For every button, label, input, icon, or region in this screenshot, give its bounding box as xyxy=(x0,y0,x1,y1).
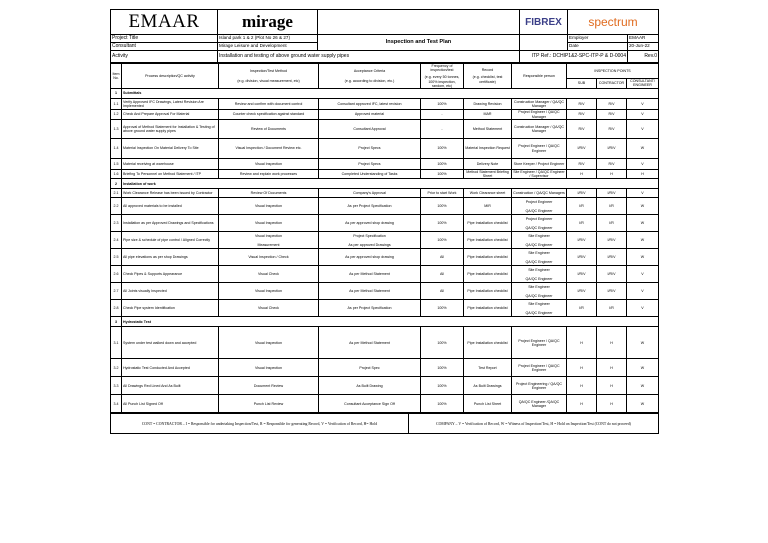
process-description: Check And Prepare Approval For Material xyxy=(122,110,219,120)
inspection-consultant: W xyxy=(627,198,659,215)
item-number: 3.3 xyxy=(111,377,122,395)
responsible-person: Project Engineer / QA/QC Engineer xyxy=(512,327,567,359)
frequency: 100% xyxy=(421,300,464,317)
inspection-contractor: I/R/V xyxy=(597,232,627,249)
blank-cell xyxy=(520,35,568,51)
section-title: Submittals xyxy=(122,89,659,99)
inspection-consultant: V xyxy=(627,283,659,300)
inspection-contractor: I/R/V xyxy=(597,283,627,300)
line-1: Project Specification xyxy=(353,233,386,238)
frequency: All xyxy=(421,283,464,300)
process-description: Check Pipes & Supports Appearance xyxy=(122,266,219,283)
frequency: 100% xyxy=(421,170,464,179)
process-description: All Joints visually Inspected xyxy=(122,283,219,300)
acceptance-criteria: Consultant approved IFC, latest revision xyxy=(319,99,421,110)
inspection-method: Counter check specification against standard xyxy=(219,110,319,120)
inspection-sub: I/R/V xyxy=(567,266,597,283)
line-1: Site Engineer xyxy=(528,250,550,255)
item-number: 1.1 xyxy=(111,99,122,110)
mirage-logo: mirage xyxy=(218,10,318,35)
record: Method Statement xyxy=(464,120,512,139)
acceptance-criteria: As per Project Specification xyxy=(319,300,421,317)
responsible-person: Construction Manager / QA/QC Manager xyxy=(512,99,567,110)
inspection-contractor: I/R/V xyxy=(597,249,627,266)
acceptance-criteria: Consultant Acceptance Sign Off xyxy=(319,395,421,413)
process-description: Material Inspection On Material Delivery To Site xyxy=(122,139,219,159)
responsible-person: Site Engineer / QA/QC Engineer / Supervisor xyxy=(513,170,565,179)
inspection-contractor: R/V xyxy=(597,159,627,170)
inspection-sub: H xyxy=(567,170,597,179)
process-description: Installation as per Approved Drawings and Specifications xyxy=(122,215,219,232)
line-1: Visual Inspection xyxy=(254,233,283,238)
responsible-person: Project Engineer / QA/QC Manager xyxy=(512,110,567,120)
footer-legend-contractor: CONT = CONTRACTOR – I = Responsible for undertaking Inspection/Test, R = Responsible for generating Record, V = Verification of Record, H= Hold xyxy=(111,414,409,434)
itp-table xyxy=(110,63,659,413)
itp-body xyxy=(111,89,659,413)
inspection-sub: I/R xyxy=(567,300,597,317)
table-row xyxy=(111,359,659,377)
table-row xyxy=(111,99,659,110)
line-2: QA/QC Engineer xyxy=(525,276,553,281)
inspection-sub: H xyxy=(567,395,597,413)
frequency: - xyxy=(421,110,464,120)
frequency: All xyxy=(421,266,464,283)
inspection-method: Visual Inspection xyxy=(219,359,319,377)
project-title-label: Project Title xyxy=(111,35,218,43)
frequency: 100% xyxy=(421,377,464,395)
inspection-sub: H xyxy=(567,327,597,359)
frequency: 100% xyxy=(421,215,464,232)
process-description: All Punch List Signed Off xyxy=(122,395,219,413)
acceptance-criteria: As per approved shop drawing xyxy=(319,215,421,232)
inspection-consultant: W xyxy=(627,249,659,266)
inspection-sub: I/R/V xyxy=(567,249,597,266)
record: Pipe Installation checklist xyxy=(464,215,512,232)
responsible-person: Project Engineering / QA/QC Engineer xyxy=(512,377,567,395)
table-row xyxy=(111,215,659,232)
revision: Rev.0 xyxy=(628,51,659,63)
item-number: 2.6 xyxy=(111,266,122,283)
table-row xyxy=(111,395,659,413)
inspection-sub: R/V xyxy=(567,110,597,120)
responsible-person: Project Engineer / QA/QC Engineer xyxy=(512,359,567,377)
frequency: 100% xyxy=(421,139,464,159)
record: Punch List Sheet xyxy=(464,395,512,413)
inspection-contractor: I/R xyxy=(597,300,627,317)
inspection-consultant: V xyxy=(627,110,659,120)
section-title: Hydrostatic Test xyxy=(122,317,659,327)
inspection-consultant: W xyxy=(627,377,659,395)
acceptance-criteria: Project Spec xyxy=(319,359,421,377)
record: Pipe Installation checklist xyxy=(464,283,512,300)
inspection-contractor: I/R/V xyxy=(597,139,627,159)
record: Pipe Installation checklist xyxy=(464,266,512,283)
record: MAR xyxy=(464,110,512,120)
line-2: QA/QC Engineer xyxy=(525,225,553,230)
line-2: QA/QC Engineer xyxy=(525,259,553,264)
item-number: 2.1 xyxy=(111,189,122,198)
inspection-contractor: H xyxy=(597,327,627,359)
frequency: - xyxy=(421,120,464,139)
acceptance-criteria: Project Specs xyxy=(319,139,421,159)
responsible-person xyxy=(512,198,567,215)
inspection-method: Visual Inspection xyxy=(219,198,319,215)
process-description: Check Pipe system Identification xyxy=(122,300,219,317)
inspection-consultant: H xyxy=(627,170,659,179)
inspection-consultant: W xyxy=(627,327,659,359)
inspection-sub: I/R xyxy=(567,198,597,215)
item-number: 1.6 xyxy=(111,170,122,179)
inspection-consultant: W xyxy=(627,359,659,377)
acceptance-criteria: As per Project Specification xyxy=(319,198,421,215)
frequency: 100% xyxy=(421,198,464,215)
frequency: 100% xyxy=(421,99,464,110)
inspection-method: Review and confirm with document control xyxy=(219,99,319,110)
blank-header-cell xyxy=(318,10,520,35)
record: Drawing Revision xyxy=(464,99,512,110)
inspection-method: Review Of Documents xyxy=(219,189,319,198)
table-row xyxy=(111,139,659,159)
inspection-method: Visual Inspection xyxy=(219,159,319,170)
inspection-sub: R/V xyxy=(567,159,597,170)
activity-label: Activity xyxy=(111,51,218,63)
record: Method Statement Briefing Sheet xyxy=(464,170,512,179)
table-row xyxy=(111,266,659,283)
inspection-contractor: H xyxy=(597,377,627,395)
inspection-consultant: W xyxy=(627,139,659,159)
footer-legend-company: COMPANY – V = Verification of Record, W = Witness of Inspection/Test, H = Hold on Inspection/Test (CONT do not proceed) xyxy=(409,414,659,434)
item-number: 1.2 xyxy=(111,110,122,120)
item-number: 1.4 xyxy=(111,139,122,159)
acceptance-criteria: Consultant Approval xyxy=(319,120,421,139)
table-row xyxy=(111,249,659,266)
section-row xyxy=(111,317,659,327)
line-1: Project Engineer xyxy=(525,199,553,204)
acceptance-criteria: Company's Approval xyxy=(319,189,421,198)
inspection-consultant: W xyxy=(627,232,659,249)
record: Pipe Installation checklist xyxy=(464,249,512,266)
item-number: 2.8 xyxy=(111,300,122,317)
employer-value: EMAAR xyxy=(628,35,659,43)
inspection-contractor: R/V xyxy=(597,120,627,139)
frequency: Prior to start Work xyxy=(421,189,464,198)
item-number: 2.5 xyxy=(111,249,122,266)
section-number: 1 xyxy=(111,89,122,99)
frequency: 100% xyxy=(421,159,464,170)
frequency: 100% xyxy=(421,327,464,359)
inspection-method: Review of Documents xyxy=(219,120,319,139)
section-title: Installation of work xyxy=(122,179,659,189)
acceptance-criteria: As per approved shop drawing xyxy=(319,249,421,266)
line-1: Project Engineer xyxy=(525,216,553,221)
acceptance-criteria: As per Method Statement xyxy=(319,266,421,283)
item-number: 3.1 xyxy=(111,327,122,359)
acceptance-criteria: As per Method Statement xyxy=(319,327,421,359)
process-description: All approved materials to be installed xyxy=(122,198,219,215)
table-row xyxy=(111,198,659,215)
section-row xyxy=(111,89,659,99)
inspection-contractor: H xyxy=(597,359,627,377)
line-1: Site Engineer xyxy=(528,233,550,238)
activity-value: Installation and testing of above ground water supply pipes xyxy=(218,51,520,63)
inspection-consultant: V xyxy=(627,300,659,317)
acceptance-criteria: Project Specs xyxy=(319,159,421,170)
table-row xyxy=(111,189,659,198)
frequency: All xyxy=(421,249,464,266)
col-process: Process description/QC activity xyxy=(122,64,219,89)
spectrum-logo: spectrum xyxy=(568,10,659,35)
frequency: 100% xyxy=(421,232,464,249)
col-contractor: CONTRACTOR xyxy=(597,78,627,88)
inspection-contractor: H xyxy=(597,395,627,413)
table-row xyxy=(111,283,659,300)
line-1: Site Engineer xyxy=(528,267,550,272)
table-row xyxy=(111,120,659,139)
inspection-contractor: I/R xyxy=(597,198,627,215)
inspection-consultant: V xyxy=(627,189,659,198)
item-number: 3.2 xyxy=(111,359,122,377)
itp-ref: ITP Ref.: DCHIP1&2-SPC-ITP-P & D-0004 xyxy=(520,51,628,63)
section-number: 3 xyxy=(111,317,122,327)
inspection-sub: I/R/V xyxy=(567,139,597,159)
inspection-method: Document Review xyxy=(219,377,319,395)
record: As Built Drawings xyxy=(464,377,512,395)
inspection-method: Visual Inspection / Document Review etc. xyxy=(219,139,319,159)
date-label: Date xyxy=(568,43,628,51)
record: Pipe Installation checklist xyxy=(464,232,512,249)
responsible-person xyxy=(512,249,567,266)
inspection-method: Visual Check xyxy=(219,300,319,317)
table-row xyxy=(111,159,659,170)
inspection-method xyxy=(219,232,319,249)
process-description: System under test walked down and accepted xyxy=(122,327,219,359)
process-description: Hydrostatic Test Conducted And Accepted xyxy=(122,359,219,377)
responsible-person xyxy=(512,215,567,232)
acceptance-criteria xyxy=(319,232,421,249)
line-2: QA/QC Engineer xyxy=(525,208,553,213)
col-criteria: Acceptance Criteria (e.g. according to division, etc.) xyxy=(319,64,421,89)
inspection-consultant: V xyxy=(627,120,659,139)
col-consultant: CONSULTANT/ ENGINEER xyxy=(627,78,659,88)
item-number: 1.5 xyxy=(111,159,122,170)
item-number: 2.7 xyxy=(111,283,122,300)
record: MIR xyxy=(464,198,512,215)
record: Test Report xyxy=(464,359,512,377)
acceptance-criteria: As per Method Statement xyxy=(319,283,421,300)
inspection-sub: I/R xyxy=(567,215,597,232)
process-description: All pipe elevations as per shop Drawings xyxy=(122,249,219,266)
frequency: 100% xyxy=(421,359,464,377)
process-description: Briefing To Personnel on Method Statement / ITP xyxy=(122,170,219,179)
responsible-person: QA/QC Engineer /QA/QC Manager xyxy=(512,395,567,413)
inspection-method: Visual Inspection xyxy=(219,283,319,300)
col-responsible: Responsible person xyxy=(512,64,567,89)
inspection-consultant: V xyxy=(627,159,659,170)
table-row xyxy=(111,110,659,120)
date-value: 20-Jun-22 xyxy=(628,43,659,51)
project-title-value: Island park 1 & 2 (Plot No 26 & 27) xyxy=(218,35,318,43)
process-description: Approval of Method Statement for Installation & Testing of above ground water supply pipes xyxy=(122,120,219,139)
inspection-contractor: I/R xyxy=(597,215,627,232)
employer-label: Employer xyxy=(568,35,628,43)
inspection-consultant: W xyxy=(627,215,659,232)
responsible-person xyxy=(512,300,567,317)
itp-document xyxy=(110,9,658,434)
inspection-method: Review and explain work processes xyxy=(219,170,319,179)
inspection-method: Visual Inspection xyxy=(219,327,319,359)
inspection-consultant: W xyxy=(627,395,659,413)
responsible-person: Construction Manager / QA/QC Manager xyxy=(512,120,567,139)
line-2: As per approved Drawings xyxy=(348,242,391,247)
responsible-person xyxy=(512,283,567,300)
acceptance-criteria: Approved material xyxy=(319,110,421,120)
acceptance-criteria: As Built Drawing xyxy=(319,377,421,395)
line-2: QA/QC Engineer xyxy=(525,242,553,247)
line-2: QA/QC Engineer xyxy=(525,293,553,298)
item-number: 1.3 xyxy=(111,120,122,139)
col-record: Record (e.g. checklist, test certificate) xyxy=(464,64,512,89)
responsible-person: Construction / QA/QC Managers xyxy=(512,189,567,198)
record: Pipe Installation checklist xyxy=(464,300,512,317)
inspection-contractor: I/R/V xyxy=(597,266,627,283)
frequency: 100% xyxy=(421,395,464,413)
line-2: QA/QC Engineer xyxy=(525,310,553,315)
inspection-method: Visual Inspection xyxy=(219,215,319,232)
inspection-sub: R/V xyxy=(567,99,597,110)
process-description: Work Clearance Release has been issued by Contractor xyxy=(122,189,219,198)
table-row xyxy=(111,170,659,179)
inspection-sub: I/R/V xyxy=(567,283,597,300)
record: Pipe Installation checklist xyxy=(464,327,512,359)
responsible-person: Project Engineer / QA/QC Engineer xyxy=(512,139,567,159)
record: Material Inspection Request xyxy=(464,139,512,159)
process-description: Verify Approved IFC Drawings, Latest Revision Are Implemented xyxy=(122,99,219,110)
item-number: 2.2 xyxy=(111,198,122,215)
table-row xyxy=(111,327,659,359)
inspection-contractor: H xyxy=(597,170,627,179)
col-method: Inspection/Test Method (e.g. division, visual measurement, etc) xyxy=(219,64,319,89)
responsible-person xyxy=(512,266,567,283)
consultant-label: Consultant xyxy=(111,43,218,51)
record: Work Clearance sheet xyxy=(464,189,512,198)
section-number: 2 xyxy=(111,179,122,189)
inspection-method: Visual Check xyxy=(219,266,319,283)
header-table xyxy=(110,9,659,63)
table-row xyxy=(111,377,659,395)
responsible-person xyxy=(512,232,567,249)
col-sub: SUB xyxy=(567,78,597,88)
inspection-sub: H xyxy=(567,377,597,395)
acceptance-criteria: Completed Understanding of Tasks xyxy=(319,170,421,179)
inspection-method: Punch List Review xyxy=(219,395,319,413)
table-row xyxy=(111,232,659,249)
responsible-person: Store Keeper / Project Engineer xyxy=(512,159,567,170)
inspection-contractor: R/V xyxy=(597,110,627,120)
section-row xyxy=(111,179,659,189)
process-description: Pipe size & schedule of pipe control / Aligned Correctly xyxy=(122,232,219,249)
item-number: 3.4 xyxy=(111,395,122,413)
item-number: 2.3 xyxy=(111,215,122,232)
record: Delivery Note xyxy=(464,159,512,170)
process-description: All Drawings Red Lined And As Built xyxy=(122,377,219,395)
process-description: Material receiving at warehouse xyxy=(122,159,219,170)
line-1: Site Engineer xyxy=(528,284,550,289)
inspection-method: Visual Inspection / Check xyxy=(219,249,319,266)
inspection-sub: H xyxy=(567,359,597,377)
fibrex-logo: FIBREX xyxy=(520,10,568,35)
inspection-consultant: V xyxy=(627,266,659,283)
inspection-contractor: I/R/V xyxy=(597,189,627,198)
line-2: Measurement xyxy=(257,242,280,247)
line-1: Site Engineer xyxy=(528,301,550,306)
inspection-sub: I/R/V xyxy=(567,189,597,198)
plan-title: Inspection and Test Plan xyxy=(318,35,520,51)
table-row xyxy=(111,300,659,317)
col-item-no: Item No. xyxy=(111,64,122,89)
item-number: 2.4 xyxy=(111,232,122,249)
col-frequency: Frequency of inspection/test (e.g. every 50 tonnes, 100% inspection, random, etc) xyxy=(421,64,464,89)
emaar-logo: EMAAR xyxy=(111,10,218,35)
inspection-sub: R/V xyxy=(567,120,597,139)
inspection-consultant: V xyxy=(627,99,659,110)
consultant-value: Mirage Leisure and Development xyxy=(218,43,318,51)
footer-table xyxy=(110,413,659,434)
col-inspection-points: INSPECTION POINTS xyxy=(567,64,659,79)
inspection-contractor: R/V xyxy=(597,99,627,110)
inspection-sub: I/R/V xyxy=(567,232,597,249)
